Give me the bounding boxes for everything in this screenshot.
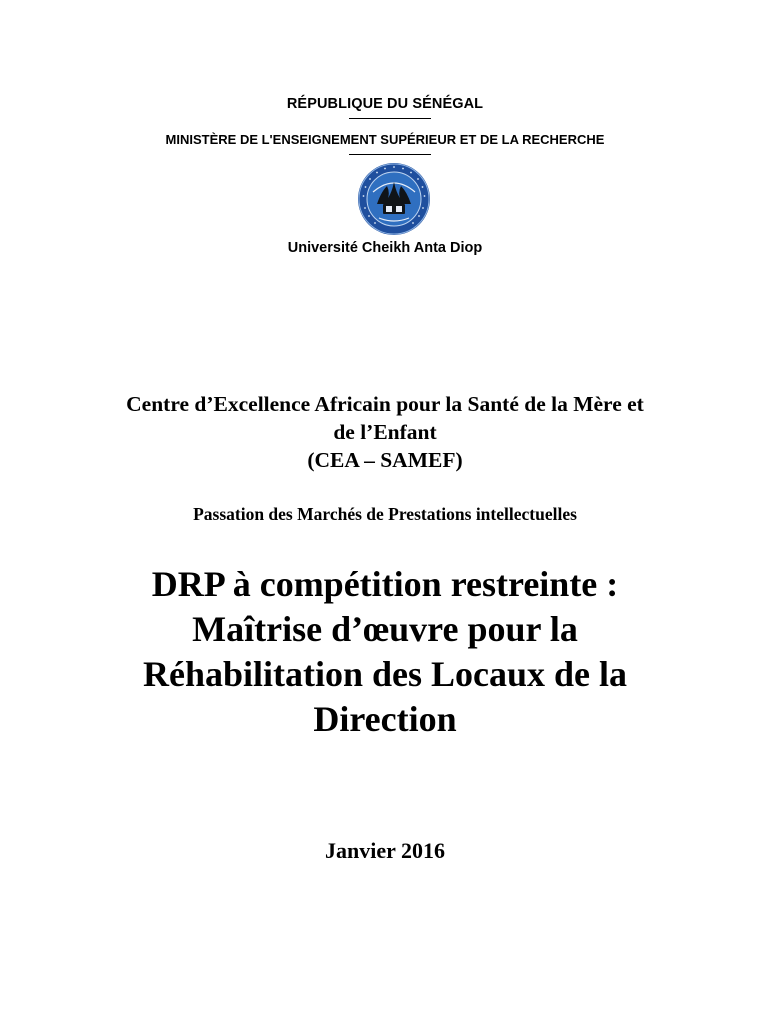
centre-title-line: de l’Enfant xyxy=(333,420,437,444)
centre-title xyxy=(0,390,770,474)
republic-heading: RÉPUBLIQUE DU SÉNÉGAL xyxy=(286,96,484,112)
centre-acronym: (CEA – SAMEF) xyxy=(307,448,463,472)
university-seal-icon xyxy=(357,162,431,236)
document-title xyxy=(0,562,770,742)
document-date: Janvier 2016 xyxy=(325,838,445,863)
university-name: Université Cheikh Anta Diop xyxy=(287,240,483,256)
document-title-line: Direction xyxy=(313,699,457,739)
procurement-subtitle: Passation des Marchés de Prestations intellectuelles xyxy=(193,504,577,524)
document-title-line: Réhabilitation des Locaux de la xyxy=(142,654,628,694)
divider xyxy=(349,118,431,119)
ministry-heading: MINISTÈRE DE L'ENSEIGNEMENT SUPÉRIEUR ET DE LA RECHERCHE xyxy=(165,132,605,147)
divider xyxy=(349,154,431,155)
document-title-line: Maîtrise d’œuvre pour la xyxy=(192,609,578,649)
document-title-line: DRP à compétition restreinte : xyxy=(151,564,619,604)
centre-title-line: Centre d’Excellence Africain pour la Santé de la Mère et xyxy=(126,392,644,416)
